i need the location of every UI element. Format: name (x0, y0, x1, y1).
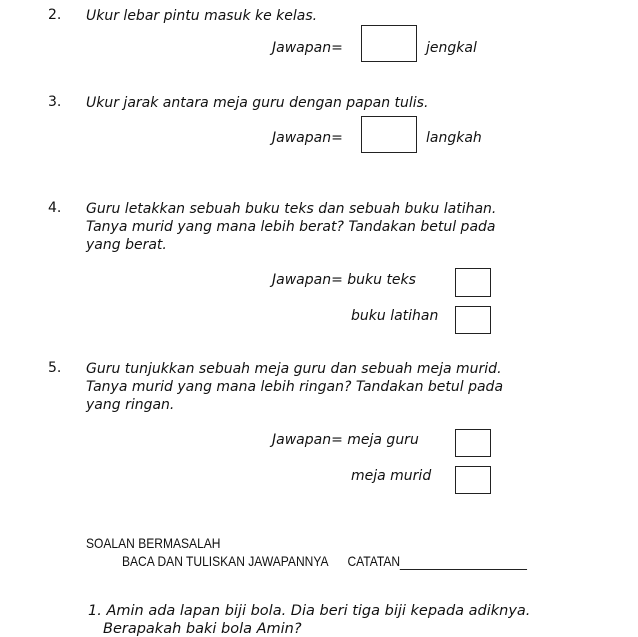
question-text-line: Ukur lebar pintu masuk ke kelas. (86, 8, 318, 24)
question-2-text (86, 7, 317, 25)
question-4-option-2-label: buku latihan (351, 308, 439, 324)
question-4-text (86, 200, 496, 254)
question-text-line: Tanya murid yang mana lebih berat? Tandakan betul pada (86, 219, 496, 235)
question-text-line: yang berat. (86, 237, 167, 253)
question-text-line: Ukur jarak antara meja guru dengan papan tulis. (86, 95, 429, 111)
question-text-line: Guru letakkan sebuah buku teks dan sebuah buku latihan. (86, 201, 497, 217)
question-3-answer-box[interactable] (361, 116, 417, 153)
question-5-text (86, 360, 503, 414)
question-4-option-1-label: Jawapan= buku teks (272, 272, 416, 288)
question-3-text (86, 94, 428, 112)
section-title: SOALAN BERMASALAH (86, 535, 221, 551)
question-3-unit: langkah (426, 130, 482, 146)
problem-1-line-2: Berapakah baki bola Amin? (103, 621, 302, 637)
section-instruction-line (122, 553, 527, 570)
question-5-option-1-label: Jawapan= meja guru (272, 432, 419, 448)
question-text-line: Guru tunjukkan sebuah meja guru dan sebuah meja murid. (86, 361, 502, 377)
question-4-option-1-checkbox[interactable] (455, 268, 491, 297)
question-3-number: 3. (48, 94, 62, 110)
question-2-unit: jengkal (426, 40, 477, 56)
question-5-number: 5. (48, 360, 62, 376)
notes-blank-line[interactable] (400, 553, 527, 570)
question-5-option-2-label: meja murid (351, 468, 432, 484)
question-2-answer-label: Jawapan= (272, 40, 343, 56)
question-3-answer-label: Jawapan= (272, 130, 343, 146)
question-4-option-2-checkbox[interactable] (455, 306, 491, 334)
section-instruction: BACA DAN TULISKAN JAWAPANNYA (122, 553, 329, 569)
question-4-number: 4. (48, 200, 62, 216)
notes-label: CATATAN (347, 553, 401, 569)
question-text-line: yang ringan. (86, 397, 175, 413)
question-text-line: Tanya murid yang mana lebih ringan? Tandakan betul pada (86, 379, 504, 395)
question-5-option-2-checkbox[interactable] (455, 466, 491, 494)
problem-1-line-1: 1. Amin ada lapan biji bola. Dia beri tiga biji kepada adiknya. (88, 603, 531, 619)
question-2-answer-box[interactable] (361, 25, 417, 62)
question-5-option-1-checkbox[interactable] (455, 429, 491, 457)
question-2-number: 2. (48, 7, 62, 23)
